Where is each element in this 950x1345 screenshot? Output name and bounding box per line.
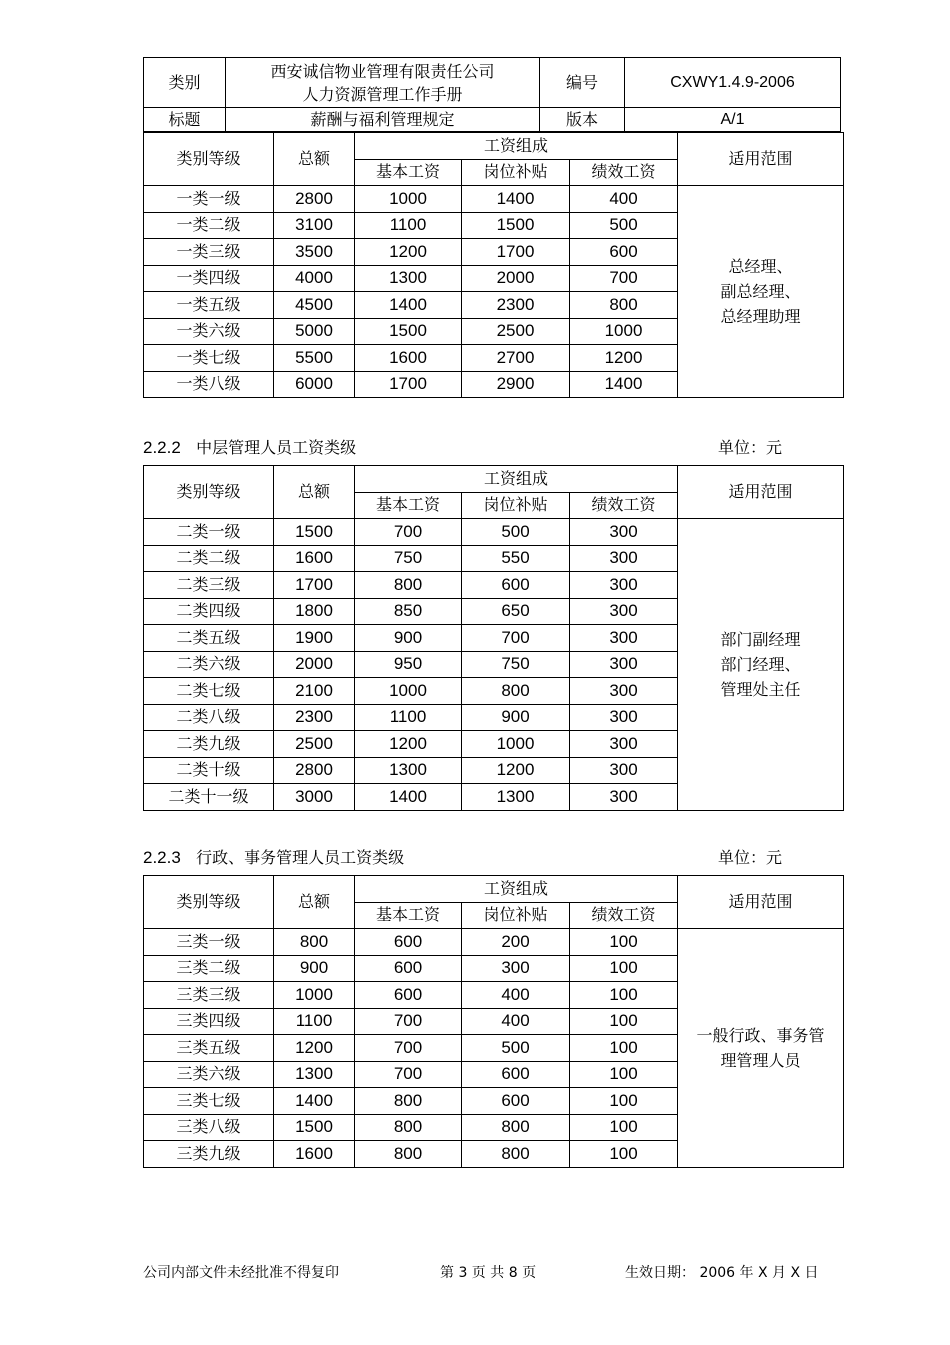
grade-cell: 二类四级 — [144, 598, 274, 625]
performance-cell: 100 — [570, 929, 678, 956]
column-header-post: 岗位补贴 — [462, 492, 570, 519]
section-3-unit: 单位：元 — [718, 848, 783, 867]
column-header-total: 总额 — [274, 466, 355, 519]
total-cell: 1500 — [274, 519, 355, 546]
total-cell: 1800 — [274, 598, 355, 625]
grade-cell: 三类九级 — [144, 1141, 274, 1168]
total-cell: 900 — [274, 955, 355, 982]
version-value: A/1 — [625, 108, 841, 132]
performance-cell: 300 — [570, 731, 678, 758]
column-header-composition: 工资组成 — [355, 466, 678, 493]
column-header-post: 岗位补贴 — [462, 902, 570, 929]
grade-cell: 一类四级 — [144, 265, 274, 292]
scope-line: 管理处主任 — [720, 679, 801, 699]
company-name — [226, 58, 540, 108]
total-cell: 2800 — [274, 757, 355, 784]
total-cell: 1600 — [274, 545, 355, 572]
basic-cell: 1000 — [355, 186, 462, 213]
post-cell: 1300 — [462, 784, 570, 811]
title-value: 薪酬与福利管理规定 — [226, 108, 540, 132]
table-header-row — [144, 876, 844, 903]
grade-cell: 一类七级 — [144, 345, 274, 372]
salary-table-2 — [143, 465, 844, 811]
performance-cell: 300 — [570, 519, 678, 546]
total-cell: 1200 — [274, 1035, 355, 1062]
performance-cell: 300 — [570, 598, 678, 625]
footer-page-number: 第 3 页 共 8 页 — [440, 1265, 537, 1281]
grade-cell: 二类二级 — [144, 545, 274, 572]
basic-cell: 1100 — [355, 704, 462, 731]
post-cell: 900 — [462, 704, 570, 731]
performance-cell: 100 — [570, 1061, 678, 1088]
total-cell: 6000 — [274, 371, 355, 398]
post-cell: 400 — [462, 982, 570, 1009]
post-cell: 1000 — [462, 731, 570, 758]
basic-cell: 1200 — [355, 731, 462, 758]
column-header-total: 总额 — [274, 876, 355, 929]
post-cell: 1400 — [462, 186, 570, 213]
basic-cell: 600 — [355, 929, 462, 956]
post-cell: 2900 — [462, 371, 570, 398]
total-cell: 2500 — [274, 731, 355, 758]
section-2-title: 中层管理人员工资类级 — [196, 438, 357, 457]
scope-line: 理管理人员 — [720, 1050, 801, 1070]
grade-cell: 二类三级 — [144, 572, 274, 599]
column-header-composition: 工资组成 — [355, 133, 678, 160]
performance-cell: 100 — [570, 982, 678, 1009]
basic-cell: 800 — [355, 572, 462, 599]
total-cell: 800 — [274, 929, 355, 956]
performance-cell: 800 — [570, 292, 678, 319]
column-header-performance: 绩效工资 — [570, 159, 678, 186]
grade-cell: 一类二级 — [144, 212, 274, 239]
total-cell: 1900 — [274, 625, 355, 652]
post-cell: 800 — [462, 678, 570, 705]
basic-cell: 700 — [355, 1061, 462, 1088]
total-cell: 4500 — [274, 292, 355, 319]
post-cell: 500 — [462, 1035, 570, 1062]
basic-cell: 1600 — [355, 345, 462, 372]
total-cell: 1500 — [274, 1114, 355, 1141]
grade-cell: 二类十级 — [144, 757, 274, 784]
total-cell: 1300 — [274, 1061, 355, 1088]
grade-cell: 三类五级 — [144, 1035, 274, 1062]
performance-cell: 1400 — [570, 371, 678, 398]
scope-line: 部门经理、 — [720, 654, 801, 674]
company-line-2: 人力资源管理工作手册 — [302, 84, 463, 104]
basic-cell: 750 — [355, 545, 462, 572]
grade-cell: 二类八级 — [144, 704, 274, 731]
basic-cell: 700 — [355, 519, 462, 546]
grade-cell: 二类九级 — [144, 731, 274, 758]
section-3-heading — [143, 845, 404, 868]
version-label: 版本 — [540, 108, 625, 132]
post-cell: 700 — [462, 625, 570, 652]
performance-cell: 1200 — [570, 345, 678, 372]
performance-cell: 300 — [570, 757, 678, 784]
performance-cell: 300 — [570, 545, 678, 572]
column-header-basic: 基本工资 — [355, 492, 462, 519]
post-cell: 1700 — [462, 239, 570, 266]
basic-cell: 1300 — [355, 757, 462, 784]
performance-cell: 100 — [570, 1141, 678, 1168]
grade-cell: 二类七级 — [144, 678, 274, 705]
section-2-number: 2.2.2 — [143, 438, 181, 457]
performance-cell: 500 — [570, 212, 678, 239]
grade-cell: 三类六级 — [144, 1061, 274, 1088]
post-cell: 600 — [462, 1061, 570, 1088]
grade-cell: 二类十一级 — [144, 784, 274, 811]
basic-cell: 950 — [355, 651, 462, 678]
post-cell: 1500 — [462, 212, 570, 239]
total-cell: 2100 — [274, 678, 355, 705]
column-header-scope: 适用范围 — [678, 133, 844, 186]
grade-cell: 二类一级 — [144, 519, 274, 546]
basic-cell: 1400 — [355, 292, 462, 319]
total-cell: 2800 — [274, 186, 355, 213]
total-cell: 2000 — [274, 651, 355, 678]
column-header-performance: 绩效工资 — [570, 902, 678, 929]
performance-cell: 300 — [570, 704, 678, 731]
scope-line: 一般行政、事务管 — [696, 1025, 825, 1045]
performance-cell: 1000 — [570, 318, 678, 345]
title-label: 标题 — [144, 108, 226, 132]
table-row — [144, 519, 844, 546]
post-cell: 800 — [462, 1141, 570, 1168]
basic-cell: 900 — [355, 625, 462, 652]
section-2-heading — [143, 435, 356, 458]
column-header-composition: 工资组成 — [355, 876, 678, 903]
total-cell: 5000 — [274, 318, 355, 345]
performance-cell: 300 — [570, 784, 678, 811]
post-cell: 400 — [462, 1008, 570, 1035]
column-header-performance: 绩效工资 — [570, 492, 678, 519]
performance-cell: 300 — [570, 572, 678, 599]
table-header-row — [144, 133, 844, 160]
post-cell: 600 — [462, 572, 570, 599]
column-header-scope: 适用范围 — [678, 876, 844, 929]
scope-line: 副总经理、 — [720, 282, 801, 301]
performance-cell: 400 — [570, 186, 678, 213]
performance-cell: 100 — [570, 1008, 678, 1035]
basic-cell: 600 — [355, 955, 462, 982]
scope-line: 总经理、 — [728, 257, 793, 276]
basic-cell: 1500 — [355, 318, 462, 345]
basic-cell: 1200 — [355, 239, 462, 266]
number-label: 编号 — [540, 58, 625, 108]
section-3-number: 2.2.3 — [143, 848, 181, 867]
table-row — [144, 929, 844, 956]
scope-line: 部门副经理 — [720, 629, 801, 649]
performance-cell: 300 — [570, 651, 678, 678]
basic-cell: 800 — [355, 1088, 462, 1115]
performance-cell: 100 — [570, 955, 678, 982]
total-cell: 2300 — [274, 704, 355, 731]
scope-cell — [678, 186, 844, 398]
performance-cell: 700 — [570, 265, 678, 292]
basic-cell: 800 — [355, 1141, 462, 1168]
column-header-grade: 类别等级 — [144, 133, 274, 186]
total-cell: 1700 — [274, 572, 355, 599]
scope-cell — [678, 929, 844, 1168]
grade-cell: 二类五级 — [144, 625, 274, 652]
basic-cell: 700 — [355, 1035, 462, 1062]
column-header-grade: 类别等级 — [144, 876, 274, 929]
scope-cell — [678, 519, 844, 811]
grade-cell: 一类五级 — [144, 292, 274, 319]
total-cell: 1400 — [274, 1088, 355, 1115]
document-header-table — [143, 57, 841, 132]
performance-cell: 100 — [570, 1035, 678, 1062]
post-cell: 2500 — [462, 318, 570, 345]
grade-cell: 三类四级 — [144, 1008, 274, 1035]
post-cell: 650 — [462, 598, 570, 625]
performance-cell: 600 — [570, 239, 678, 266]
post-cell: 2700 — [462, 345, 570, 372]
post-cell: 2000 — [462, 265, 570, 292]
basic-cell: 800 — [355, 1114, 462, 1141]
basic-cell: 1300 — [355, 265, 462, 292]
basic-cell: 1000 — [355, 678, 462, 705]
post-cell: 800 — [462, 1114, 570, 1141]
section-2-unit: 单位：元 — [718, 438, 783, 457]
post-cell: 600 — [462, 1088, 570, 1115]
post-cell: 1200 — [462, 757, 570, 784]
column-header-total: 总额 — [274, 133, 355, 186]
grade-cell: 二类六级 — [144, 651, 274, 678]
column-header-post: 岗位补贴 — [462, 159, 570, 186]
performance-cell: 300 — [570, 678, 678, 705]
post-cell: 2300 — [462, 292, 570, 319]
column-header-basic: 基本工资 — [355, 902, 462, 929]
total-cell: 1100 — [274, 1008, 355, 1035]
salary-table-1 — [143, 132, 844, 398]
grade-cell: 三类八级 — [144, 1114, 274, 1141]
grade-cell: 一类一级 — [144, 186, 274, 213]
table-row — [144, 186, 844, 213]
footer-effective-date: 生效日期： 2006 年 X 月 X 日 — [625, 1265, 819, 1281]
performance-cell: 300 — [570, 625, 678, 652]
category-label: 类别 — [144, 58, 226, 108]
basic-cell: 1100 — [355, 212, 462, 239]
grade-cell: 三类一级 — [144, 929, 274, 956]
basic-cell: 850 — [355, 598, 462, 625]
total-cell: 5500 — [274, 345, 355, 372]
post-cell: 200 — [462, 929, 570, 956]
grade-cell: 一类六级 — [144, 318, 274, 345]
basic-cell: 600 — [355, 982, 462, 1009]
basic-cell: 1700 — [355, 371, 462, 398]
table-header-row — [144, 466, 844, 493]
basic-cell: 1400 — [355, 784, 462, 811]
post-cell: 300 — [462, 955, 570, 982]
footer-notice: 公司内部文件未经批准不得复印 — [143, 1265, 339, 1281]
number-value: CXWY1.4.9-2006 — [625, 58, 841, 108]
scope-line: 总经理助理 — [720, 307, 801, 326]
performance-cell: 100 — [570, 1114, 678, 1141]
salary-table-3 — [143, 875, 844, 1168]
column-header-scope: 适用范围 — [678, 466, 844, 519]
performance-cell: 100 — [570, 1088, 678, 1115]
total-cell: 3000 — [274, 784, 355, 811]
grade-cell: 三类三级 — [144, 982, 274, 1009]
grade-cell: 三类七级 — [144, 1088, 274, 1115]
total-cell: 1600 — [274, 1141, 355, 1168]
grade-cell: 一类八级 — [144, 371, 274, 398]
total-cell: 3500 — [274, 239, 355, 266]
grade-cell: 一类三级 — [144, 239, 274, 266]
column-header-grade: 类别等级 — [144, 466, 274, 519]
grade-cell: 三类二级 — [144, 955, 274, 982]
total-cell: 3100 — [274, 212, 355, 239]
basic-cell: 700 — [355, 1008, 462, 1035]
total-cell: 4000 — [274, 265, 355, 292]
company-line-1: 西安诚信物业管理有限责任公司 — [270, 61, 495, 81]
total-cell: 1000 — [274, 982, 355, 1009]
post-cell: 500 — [462, 519, 570, 546]
post-cell: 750 — [462, 651, 570, 678]
section-3-title: 行政、事务管理人员工资类级 — [196, 848, 405, 867]
post-cell: 550 — [462, 545, 570, 572]
column-header-basic: 基本工资 — [355, 159, 462, 186]
